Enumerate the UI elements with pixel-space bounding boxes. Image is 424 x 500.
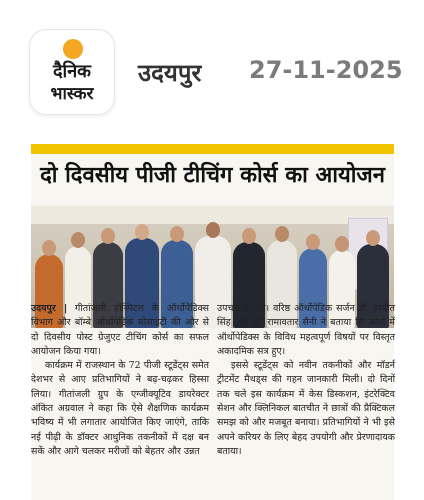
person-head [335, 236, 349, 252]
article-body [31, 302, 394, 498]
header [0, 0, 424, 132]
person-head [170, 226, 184, 242]
paragraph: कार्यक्रम में राजस्थान के 72 पीजी स्टूडेंट्स समेत देशभर से आए प्रतिभागियों ने बढ़-चढ़कर हिस्सा लिया। गीतांजली ग्रुप के एग्जीक्यूटिव डायरेक्टर अंकित अग्रवाल ने कहा कि ऐसे शैक्षणिक कार्यक्रम भविष्य में भी लगातार आयोजित किए जाएंगे, ताकि नई पीढ़ी के डॉक्टर आधुनिक तकनीकों में दक्ष बन सकें और आगे चलकर मरीजों को बेहतर और उन्नत [31, 360, 209, 457]
person-head [242, 228, 256, 244]
person-head [42, 240, 56, 256]
person-head [101, 228, 115, 244]
article-column-2 [217, 302, 395, 459]
paragraph: गीतांजली हॉस्पिटल के ऑर्थोपेडिक्स विभाग और बॉम्बे ऑर्थोपेडिक सोसाइटी की ओर से दो दिवसीय पोस्ट ग्रेजुएट टीचिंग कोर्स का सफल आयोजन किया गया। [31, 303, 209, 357]
accent-bar [31, 144, 394, 154]
person-head [206, 222, 220, 238]
dateline: उदयपुर | [31, 303, 68, 314]
dainik-bhaskar-logo [30, 30, 114, 114]
person-head [275, 226, 289, 242]
logo-line-2: भास्कर [50, 84, 94, 104]
person-head [135, 224, 149, 240]
person-head [306, 234, 320, 250]
person-head [366, 230, 380, 246]
newspaper-clipping [31, 144, 394, 500]
edition-date: 27-11-2025 [249, 56, 403, 84]
paragraph: इससे स्टूडेंट्स को नवीन तकनीकों और मॉडर्न ट्रीटमेंट मैथड्स की गहन जानकारी मिली। दो दिनों तक चले इस कार्यक्रम में केस डिस्कशन, इंटरेक्टिव सेशन और क्लिनिकल बातचीत ने छात्रों की प्रैक्टिकल समझ को और मजबूत बनाया। प्रतिभागियों ने भी इसे अपने करियर के लिए बेहद उपयोगी और प्रेरणादायक बताया। [217, 360, 395, 457]
article-column-1 [31, 302, 209, 459]
logo-line-1: दैनिक [52, 61, 92, 82]
person-head [71, 232, 85, 248]
city-name: उदयपुर [138, 59, 202, 87]
headline: दो दिवसीय पीजी टीचिंग कोर्स का आयोजन [40, 162, 385, 188]
paragraph: उपचार दे पाएं। वरिष्ठ ऑर्थोपेडिक सर्जन डॉ. हरप्रीत सिंह और डॉ. रामावतार सैनी ने बताया कि कोर्स में ऑर्थोपेडिक्स के विविध महत्वपूर्ण विषयों पर विस्तृत अकादमिक सत्र हुए। [217, 303, 395, 357]
sun-icon [63, 39, 83, 59]
